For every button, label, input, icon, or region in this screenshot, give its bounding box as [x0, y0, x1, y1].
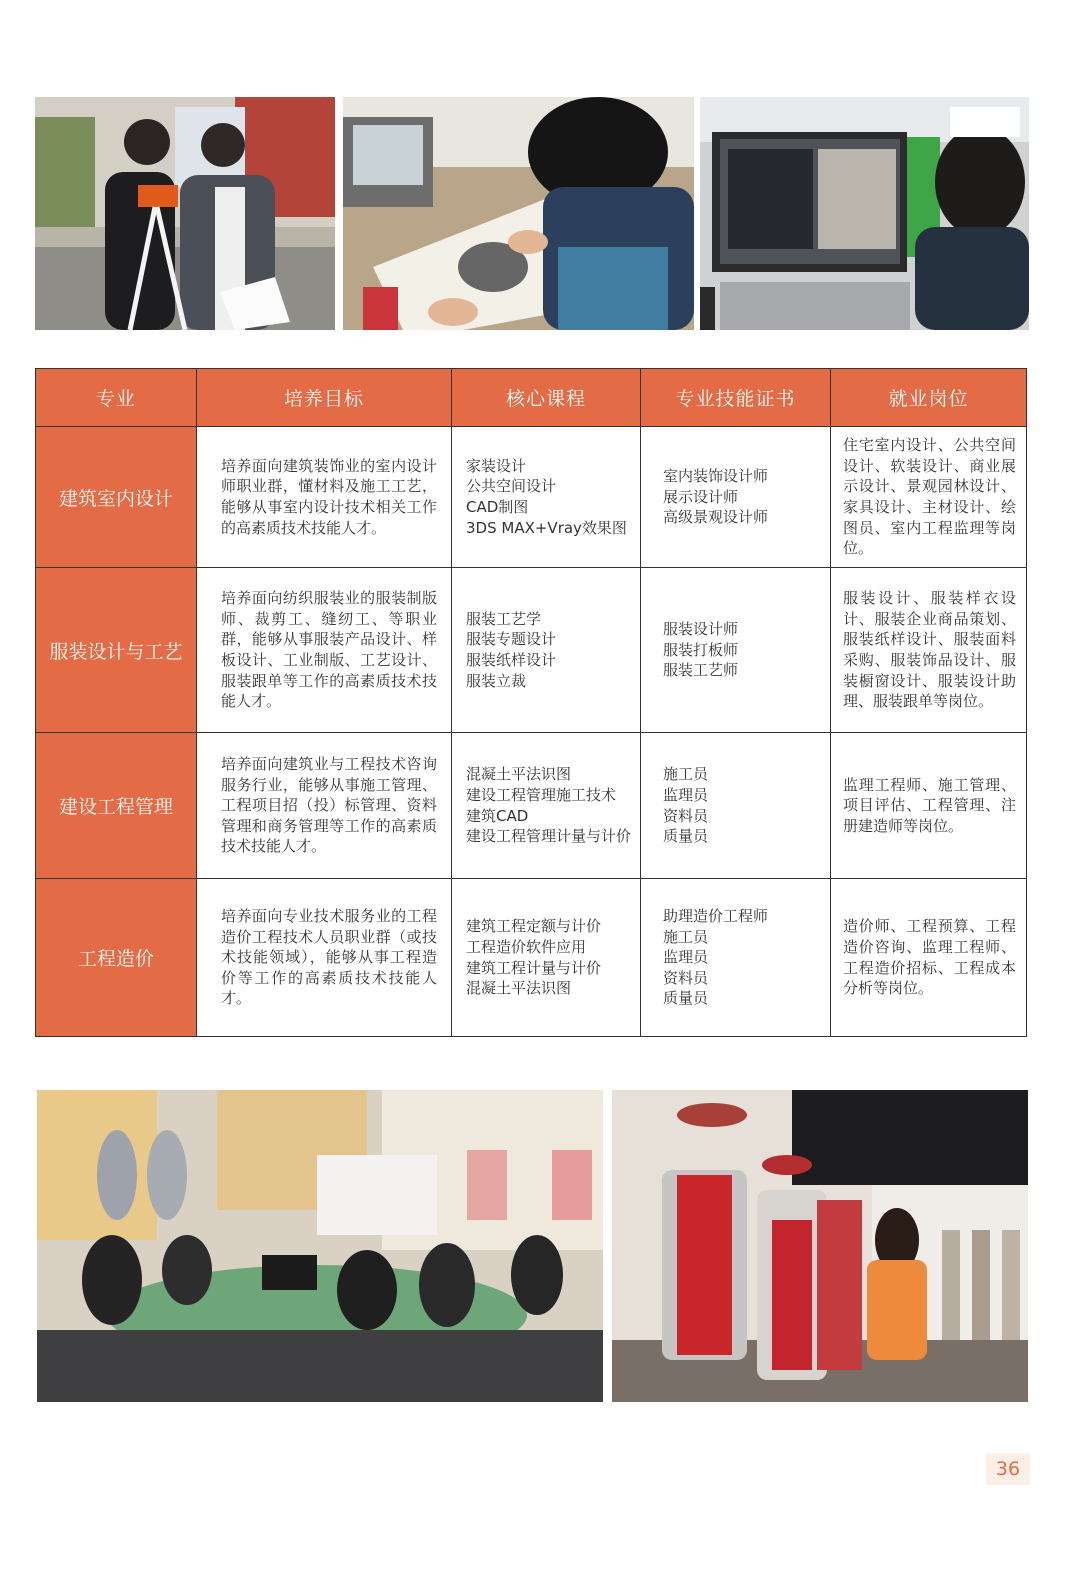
header-jobs: 就业岗位	[831, 369, 1027, 427]
job-positions: 服装设计、服装样衣设计、服装企业商品策划、服装纸样设计、服装面料采购、服装饰品设计、服装橱窗设计、服装设计助理、服装跟单等岗位。	[831, 568, 1027, 733]
certificate-item: 监理员	[663, 948, 709, 967]
photo-fashion-exhibition	[612, 1090, 1028, 1402]
job-positions: 监理工程师、施工管理、项目评估、工程管理、注册建造师等岗位。	[831, 733, 1027, 879]
course-item: 建筑CAD	[466, 806, 529, 825]
core-courses	[452, 733, 641, 879]
header-core-courses: 核心课程	[452, 369, 641, 427]
page-number: 36	[986, 1453, 1030, 1485]
certificate-item: 施工员	[663, 765, 709, 784]
photo-fashion-classroom	[37, 1090, 603, 1402]
course-item: 混凝土平法识图	[466, 979, 572, 998]
table-row	[36, 427, 1027, 568]
job-positions: 住宅室内设计、公共空间设计、软装设计、商业展示设计、景观园林设计、家具设计、主材设计、绘图员、室内工程监理等岗位。	[831, 427, 1027, 568]
course-item: 服装立裁	[466, 671, 527, 690]
certificate-item: 服装工艺师	[663, 661, 739, 680]
certificates	[641, 879, 831, 1037]
photo-surveying-students	[35, 97, 335, 330]
course-item: 混凝土平法识图	[466, 765, 572, 784]
training-goal: 培养面向专业技术服务业的工程造价工程技术人员职业群（或技术技能领域），能够从事工程造价等工作的高素质技术技能人才。	[197, 879, 452, 1037]
certificate-item: 助理造价工程师	[663, 907, 769, 926]
core-courses	[452, 427, 641, 568]
certificate-item: 监理员	[663, 785, 709, 804]
certificate-item: 资料员	[663, 806, 709, 825]
certificate-item: 质量员	[663, 827, 709, 846]
certificate-item: 施工员	[663, 927, 709, 946]
certificate-item: 资料员	[663, 968, 709, 987]
course-item: 建筑工程计量与计价	[466, 958, 602, 977]
major-name: 工程造价	[36, 879, 197, 1037]
major-name: 建筑室内设计	[36, 427, 197, 568]
photo-student-drawing	[343, 97, 694, 330]
course-item: 建设工程管理施工技术	[466, 785, 617, 804]
major-name: 建设工程管理	[36, 733, 197, 879]
table-row	[36, 879, 1027, 1037]
certificate-item: 高级景观设计师	[663, 508, 769, 527]
course-item: 服装工艺学	[466, 609, 542, 628]
training-goal: 培养面向建筑装饰业的室内设计师职业群，懂材料及施工工艺，能够从事室内设计技术相关工作的高素质技术技能人才。	[197, 427, 452, 568]
course-item: 工程造价软件应用	[466, 937, 587, 956]
table-header-row	[36, 369, 1027, 427]
certificates	[641, 733, 831, 879]
header-training-goal: 培养目标	[197, 369, 452, 427]
course-item: 建筑工程定额与计价	[466, 917, 602, 936]
course-item: 服装专题设计	[466, 630, 557, 649]
major-name: 服装设计与工艺	[36, 568, 197, 733]
certificate-item: 服装设计师	[663, 620, 739, 639]
table-row	[36, 733, 1027, 879]
training-goal: 培养面向建筑业与工程技术咨询服务行业，能够从事施工管理、工程项目招（投）标管理、资料管理和商务管理等工作的高素质技术技能人才。	[197, 733, 452, 879]
header-major: 专业	[36, 369, 197, 427]
course-item: 公共空间设计	[466, 477, 557, 496]
course-item: CAD制图	[466, 498, 529, 516]
table-row	[36, 568, 1027, 733]
certificate-item: 展示设计师	[663, 487, 739, 506]
photo-cad-computer-lab	[700, 97, 1029, 330]
certificate-item: 质量员	[663, 989, 709, 1008]
job-positions: 造价师、工程预算、工程造价咨询、监理工程师、工程造价招标、工程成本分析等岗位。	[831, 879, 1027, 1037]
course-item: 家装设计	[466, 456, 527, 475]
certificates	[641, 427, 831, 568]
programs-table	[35, 368, 1027, 1037]
certificate-item: 服装打板师	[663, 640, 739, 659]
course-item: 建设工程管理计量与计价	[466, 827, 632, 846]
core-courses	[452, 568, 641, 733]
training-goal: 培养面向纺织服装业的服装制版师、裁剪工、缝纫工、等职业群，能够从事服装产品设计、样板设计、工业制版、工艺设计、服装跟单等工作的高素质技术技能人才。	[197, 568, 452, 733]
header-certificates: 专业技能证书	[641, 369, 831, 427]
course-item: 3DS MAX+Vray效果图	[466, 518, 627, 537]
certificate-item: 室内装饰设计师	[663, 467, 769, 486]
core-courses	[452, 879, 641, 1037]
certificates	[641, 568, 831, 733]
course-item: 服装纸样设计	[466, 651, 557, 669]
